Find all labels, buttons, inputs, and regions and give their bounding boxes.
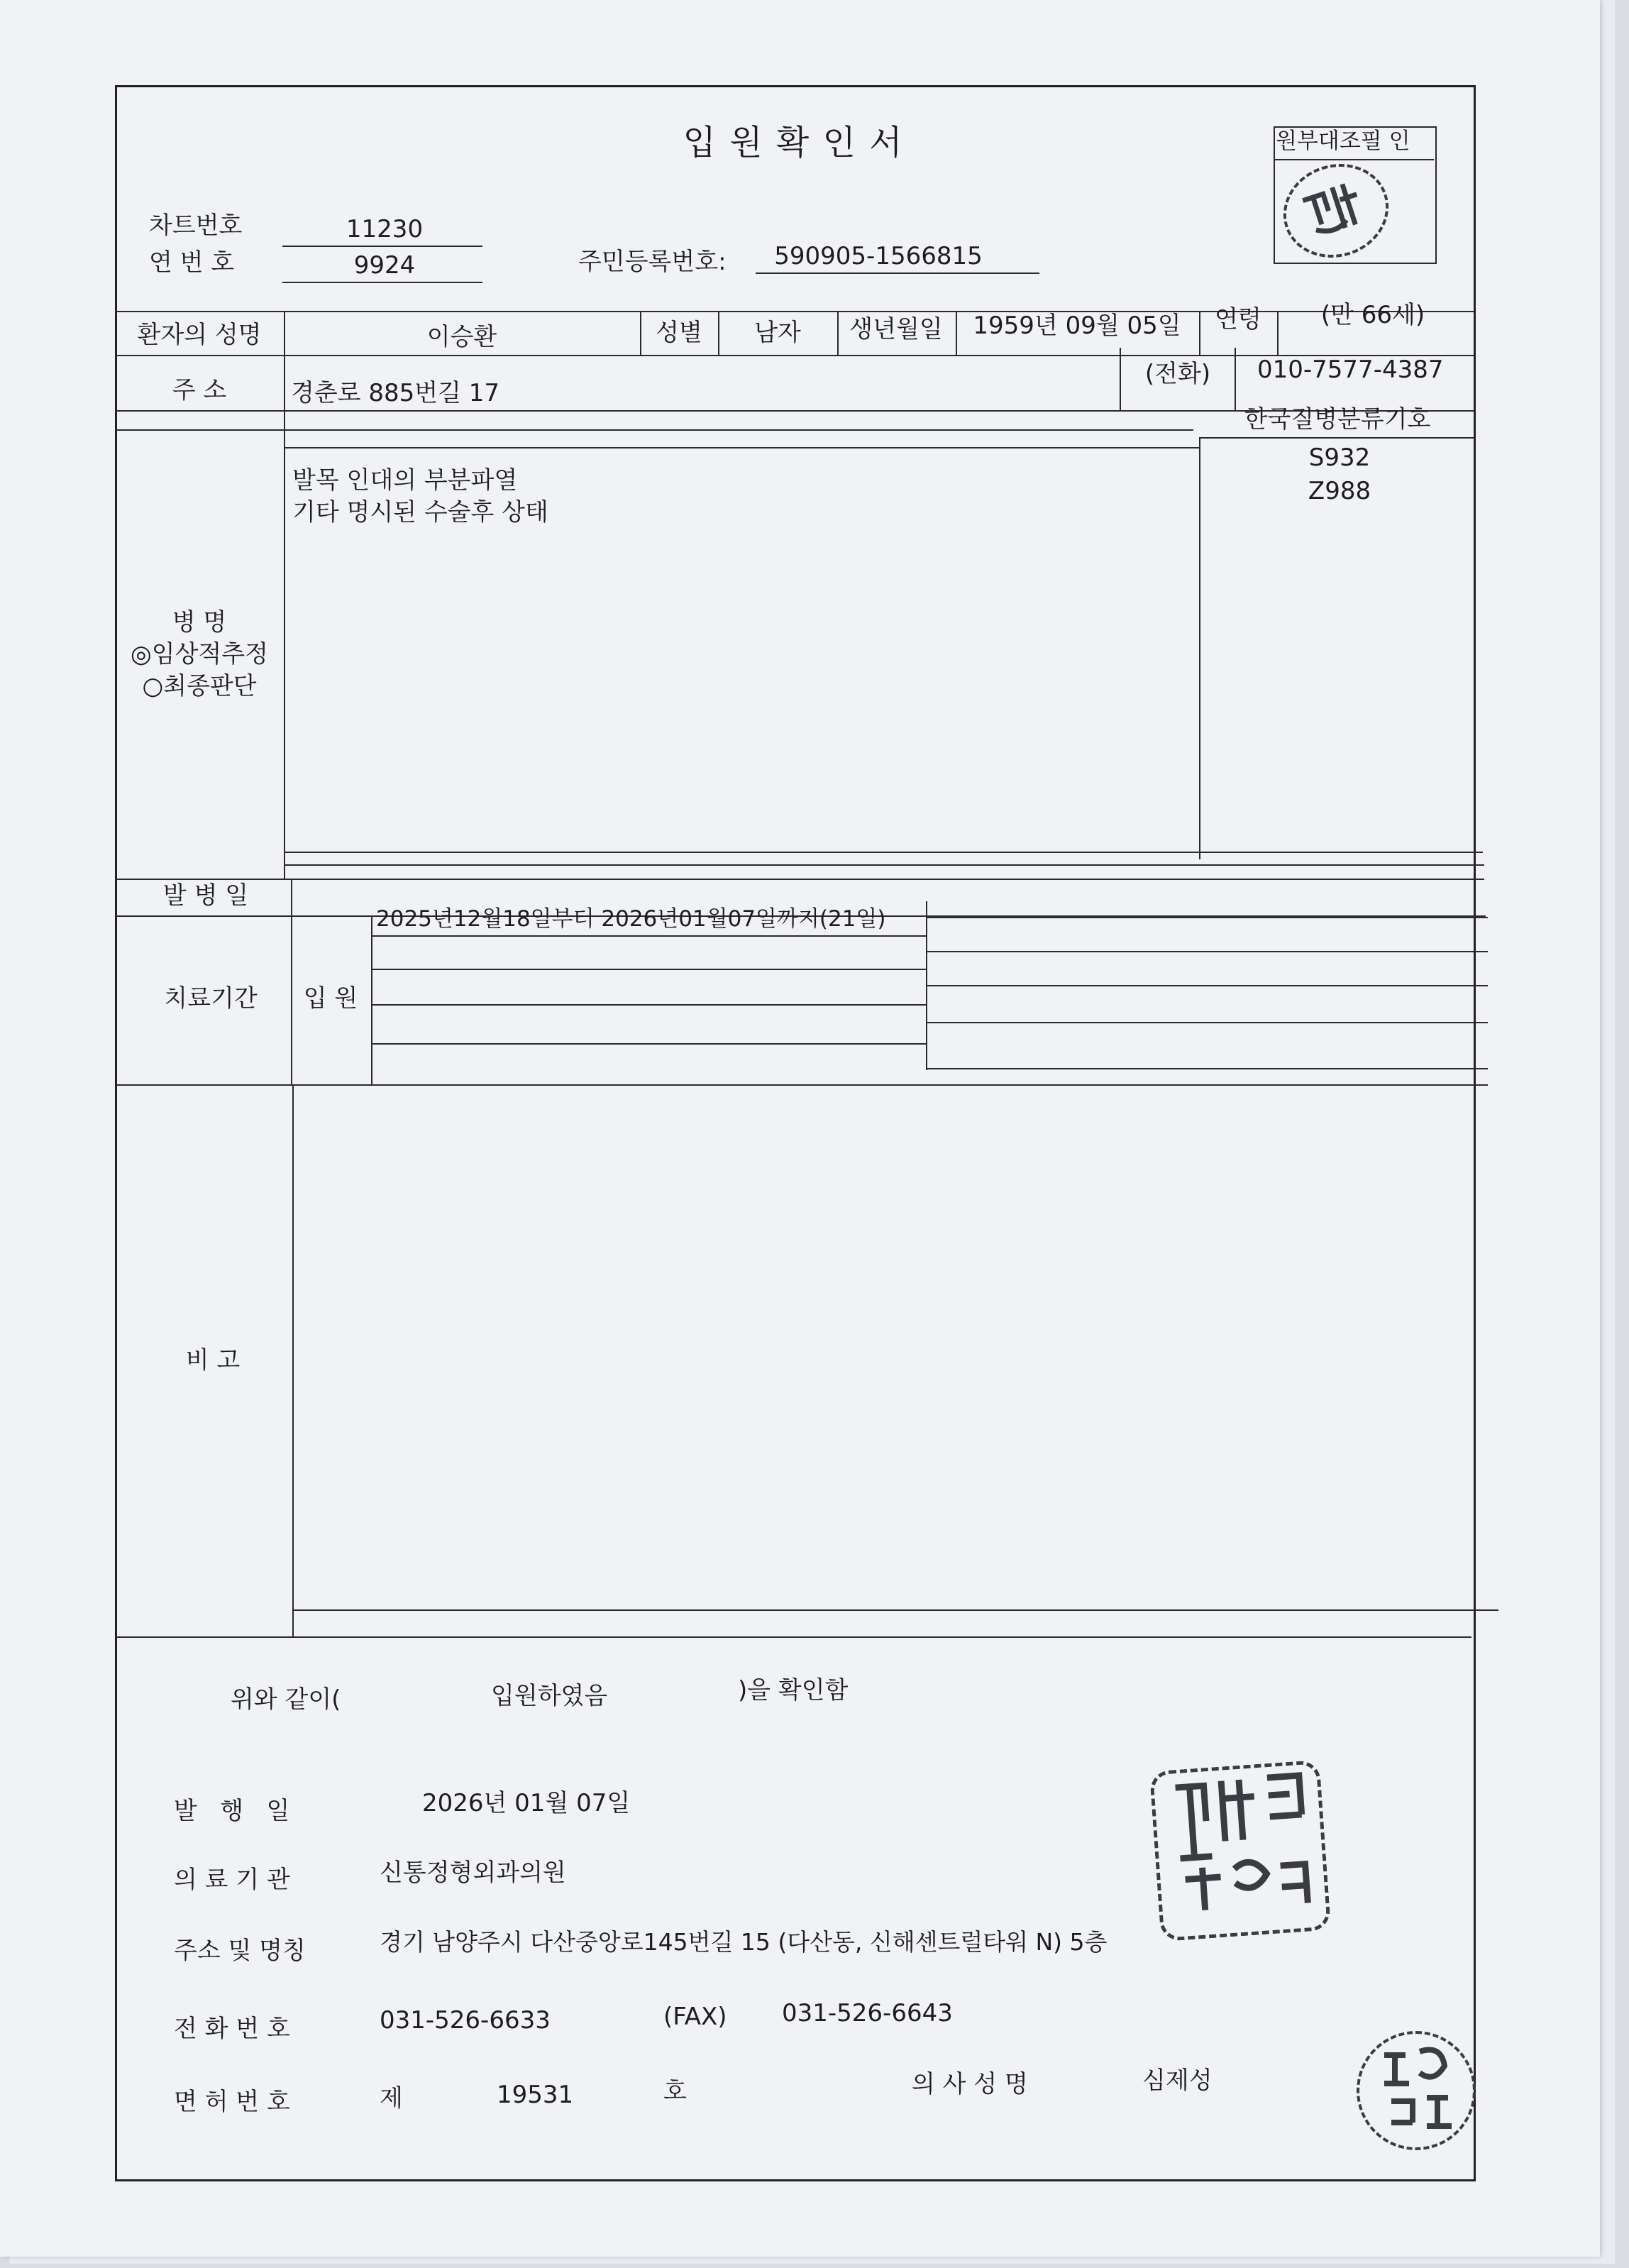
diagnosis-code: Z988 bbox=[1308, 477, 1371, 505]
diagnosis-label-clinical: ◎임상적추정 bbox=[131, 640, 268, 668]
treatment-period-value: 2025년12월18일부터 2026년01월07일까지(21일) bbox=[376, 906, 886, 932]
serial-no-label: 연 번 호 bbox=[149, 248, 235, 277]
diagnosis-item: 발목 인대의 부분파열 bbox=[292, 466, 518, 495]
document-title: 입 원 확 인 서 bbox=[683, 123, 904, 163]
doctor-seal-mark bbox=[1363, 2034, 1469, 2140]
confirm-suffix: )을 확인함 bbox=[738, 1676, 849, 1705]
institution-phone-value: 031-526-6633 bbox=[380, 2006, 551, 2035]
institution-phone-label: 전 화 번 호 bbox=[174, 2015, 290, 2043]
treatment-period-label: 치료기간 bbox=[164, 984, 258, 1013]
dob-label: 생년월일 bbox=[849, 315, 943, 343]
confirm-content: 입원하였음 bbox=[491, 1682, 608, 1710]
diagnosis-code: S932 bbox=[1308, 444, 1371, 472]
verification-seal-mark bbox=[1293, 171, 1378, 247]
phone-value: 010-7577-4387 bbox=[1257, 356, 1444, 384]
rrn-label: 주민등록번호: bbox=[578, 248, 727, 276]
diagnosis-item: 기타 명시된 수술후 상태 bbox=[292, 498, 548, 527]
chart-no-value: 11230 bbox=[346, 215, 424, 243]
remarks-label: 비 고 bbox=[185, 1346, 241, 1375]
phone-label: (전화) bbox=[1144, 360, 1211, 388]
patient-name-value: 이승환 bbox=[426, 323, 497, 351]
rrn-value: 590905-1566815 bbox=[774, 242, 983, 270]
fax-value: 031-526-6643 bbox=[782, 1999, 953, 2027]
institution-label: 의 료 기 관 bbox=[174, 1866, 290, 1894]
doctor-seal bbox=[1357, 2031, 1476, 2150]
address-value: 경춘로 885번길 17 bbox=[291, 379, 499, 407]
patient-name-label: 환자의 성명 bbox=[137, 321, 262, 349]
dob-value: 1959년 09월 05일 bbox=[973, 312, 1181, 340]
serial-no-value: 9924 bbox=[353, 251, 416, 280]
institution-seal-mark bbox=[1160, 1764, 1319, 1923]
address-label: 주 소 bbox=[172, 376, 227, 404]
sex-value: 남자 bbox=[754, 319, 801, 347]
onset-label: 발 병 일 bbox=[162, 881, 249, 910]
stamp-box-label: 원부대조필 인 bbox=[1276, 128, 1410, 154]
institution-address-value: 경기 남양주시 다산중앙로145번길 15 (다산동, 신해센트럴타워 N) 5층 bbox=[380, 1928, 1108, 1956]
license-prefix: 제 bbox=[380, 2084, 403, 2113]
kcd-label: 한국질병분류기호 bbox=[1244, 405, 1431, 434]
institution-value: 신통정형외과의원 bbox=[380, 1859, 566, 1887]
age-value: (만 66세) bbox=[1320, 301, 1425, 329]
doctor-name-value: 심제성 bbox=[1142, 2066, 1213, 2095]
license-number: 19531 bbox=[497, 2081, 574, 2109]
age-label: 연령 bbox=[1215, 305, 1261, 334]
admission-label: 입 원 bbox=[303, 984, 358, 1013]
license-label: 면 허 번 호 bbox=[174, 2088, 290, 2116]
institution-seal bbox=[1149, 1760, 1331, 1942]
issue-date-label: 발 행 일 bbox=[174, 1797, 290, 1825]
issue-date-value: 2026년 01월 07일 bbox=[422, 1789, 631, 1817]
diagnosis-label-final: ○최종판단 bbox=[142, 672, 257, 700]
confirm-prefix: 위와 같이( bbox=[231, 1685, 341, 1714]
sex-label: 성별 bbox=[656, 319, 702, 347]
doctor-name-label: 의 사 성 명 bbox=[912, 2070, 1028, 2098]
license-suffix: 호 bbox=[663, 2077, 687, 2105]
fax-label: (FAX) bbox=[663, 2003, 727, 2031]
diagnosis-label-name: 병 명 bbox=[172, 608, 227, 637]
institution-address-label: 주소 및 명칭 bbox=[174, 1937, 306, 1965]
chart-no-label: 차트번호 bbox=[149, 211, 243, 240]
